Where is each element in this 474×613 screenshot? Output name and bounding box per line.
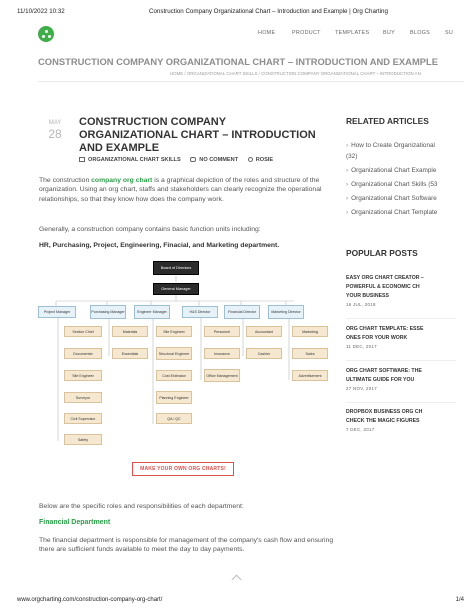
folder-icon bbox=[79, 157, 85, 162]
org-role: Materials bbox=[112, 326, 148, 337]
org-chart-diagram bbox=[36, 256, 336, 496]
org-role: Insurance bbox=[204, 348, 240, 359]
popular-post-date: 7 DEC, 2017 bbox=[346, 427, 375, 432]
org-role: Personnel bbox=[204, 326, 240, 337]
popular-post-date: 16 JUL, 2018 bbox=[346, 302, 376, 307]
related-link-label[interactable]: Organizational Chart Template bbox=[351, 209, 438, 216]
popular-posts-heading: POPULAR POSTS bbox=[346, 248, 418, 258]
post-meta bbox=[79, 157, 273, 163]
popular-post-title[interactable]: EASY ORG CHART CREATOR – bbox=[346, 275, 424, 281]
org-role: Planning Engineer bbox=[156, 391, 192, 404]
post-title: CONSTRUCTION COMPANY ORGANIZATIONAL CHART – INTRODUCTION AND EXAMPLE bbox=[79, 116, 316, 154]
org-manager-engineer: Engineer Manager bbox=[134, 305, 170, 319]
org-role: Advertisement bbox=[292, 370, 328, 381]
related-articles-heading: RELATED ARTICLES bbox=[346, 116, 429, 126]
related-link[interactable] bbox=[346, 167, 436, 174]
nav-home[interactable]: HOME bbox=[258, 30, 276, 36]
hero-title: CONSTRUCTION COMPANY ORGANIZATIONAL CHART – INTRODUCTION AND EXAMPLE bbox=[38, 56, 438, 67]
print-url: www.orgcharting.com/construction-company-org-chart/ bbox=[17, 597, 163, 603]
breadcrumb[interactable]: HOME / ORGANIZATIONAL CHART SKILLS / CONSTRUCTION COMPANY ORGANIZATIONAL CHART – INTRODUCTION AN bbox=[170, 71, 421, 76]
org-role: Cost Estimator bbox=[156, 370, 192, 381]
org-role: Surveyor bbox=[64, 392, 102, 403]
user-icon bbox=[248, 157, 253, 162]
nav-templates[interactable]: TEMPLATES bbox=[335, 30, 370, 36]
org-role: Marketing bbox=[292, 326, 328, 337]
org-role: Sales bbox=[292, 348, 328, 359]
popular-post[interactable] bbox=[346, 274, 466, 307]
related-link-label[interactable]: Organizational Chart Software bbox=[351, 195, 437, 202]
top-navigation bbox=[38, 26, 464, 44]
org-role: Cashier bbox=[246, 348, 282, 359]
print-page-number: 1/4 bbox=[455, 597, 464, 603]
org-role: QA / QC bbox=[156, 413, 192, 424]
units-paragraph: Generally, a construction company contains basic function units including: bbox=[39, 226, 261, 233]
print-header bbox=[17, 8, 464, 20]
chevron-right-icon: › bbox=[346, 181, 349, 188]
popular-post-title[interactable]: DROPBOX BUSINESS ORG CH bbox=[346, 409, 423, 415]
roles-paragraph: Below are the specific roles and responsibilities of each department: bbox=[39, 503, 244, 510]
print-date: 11/10/2022 10:32 bbox=[17, 8, 65, 15]
intro-text-end: is a graphical depiction of the roles and structure of the organization. Using an org chart, staffs and stakeholders can clearly recognize the operational relationships, so that they know how does the company work. bbox=[39, 177, 322, 203]
org-role: Essentials bbox=[112, 348, 148, 359]
divider bbox=[346, 360, 456, 361]
popular-post[interactable] bbox=[346, 325, 466, 349]
org-general-manager: General Manager bbox=[153, 283, 199, 295]
popular-post-title[interactable]: ORG CHART TEMPLATE: ESSE bbox=[346, 326, 424, 332]
comment-icon bbox=[190, 157, 196, 162]
org-role: Site Engineer bbox=[156, 326, 192, 337]
print-title: Construction Company Organizational Chart – Introduction and Example | Org Charting bbox=[149, 8, 388, 15]
org-board-of-directors: Board of Directors bbox=[153, 261, 199, 275]
divider bbox=[346, 402, 456, 403]
nav-support[interactable]: SU bbox=[445, 30, 454, 36]
related-link-label[interactable]: Organizational Chart Example bbox=[351, 167, 437, 174]
org-role: Documenter bbox=[64, 348, 102, 359]
org-director-marketing: Marketing Director bbox=[268, 305, 304, 319]
chevron-right-icon: › bbox=[346, 195, 349, 202]
popular-post-title[interactable]: ONES FOR YOUR WORK bbox=[346, 335, 408, 341]
popular-post[interactable] bbox=[346, 367, 466, 391]
org-manager-project: Project Manager bbox=[38, 306, 76, 318]
print-footer bbox=[17, 597, 464, 607]
org-director-financial: Financial Director bbox=[224, 305, 260, 319]
related-link[interactable] bbox=[346, 209, 437, 216]
popular-post-title[interactable]: YOUR BUSINESS bbox=[346, 293, 389, 299]
org-role: Accountant bbox=[246, 326, 282, 337]
make-org-chart-button[interactable]: MAKE YOUR OWN ORG CHARTS! bbox=[132, 462, 234, 476]
org-director-hs: H&S Director bbox=[182, 306, 218, 318]
org-role: Section Chief bbox=[64, 326, 102, 337]
related-link-label[interactable]: Organizational Chart Skills (53 bbox=[351, 181, 438, 188]
departments-paragraph: HR, Purchasing, Project, Engineering, Finacial, and Marketing department. bbox=[39, 242, 280, 249]
related-link[interactable] bbox=[346, 195, 437, 202]
divider bbox=[346, 318, 456, 319]
intro-paragraph bbox=[39, 176, 334, 204]
popular-post-title[interactable]: POWERFUL & ECONOMIC CH bbox=[346, 284, 420, 290]
org-chart-link[interactable]: company org chart bbox=[91, 177, 153, 184]
chevron-right-icon: › bbox=[346, 167, 349, 174]
org-manager-purchasing: Purchasing Manager bbox=[90, 305, 126, 319]
related-link[interactable] bbox=[346, 181, 437, 188]
related-link-label[interactable]: How to Create Organizational bbox=[351, 142, 435, 149]
popular-post-date: 11 DEC, 2017 bbox=[346, 344, 377, 349]
orgcharting-logo-icon[interactable] bbox=[38, 26, 54, 42]
chevron-right-icon: › bbox=[346, 209, 349, 216]
org-role: Office Management bbox=[204, 369, 240, 382]
post-author[interactable]: ROSIE bbox=[255, 157, 274, 163]
org-role: Structural Engineer bbox=[156, 347, 192, 360]
related-link[interactable] bbox=[346, 142, 435, 149]
post-category[interactable]: ORGANIZATIONAL CHART SKILLS bbox=[88, 157, 181, 163]
chevron-up-icon[interactable] bbox=[232, 575, 242, 585]
divider bbox=[38, 81, 464, 82]
post-date bbox=[45, 120, 65, 141]
chevron-right-icon: › bbox=[346, 142, 349, 149]
nav-blogs[interactable]: BLOGS bbox=[410, 30, 431, 36]
post-month: MAY bbox=[48, 120, 62, 126]
related-link-count: (32) bbox=[346, 153, 358, 160]
popular-post-title[interactable]: ORG CHART SOFTWARE: THE bbox=[346, 368, 422, 374]
org-role: Civil Supervisor bbox=[64, 413, 102, 424]
post-day: 28 bbox=[48, 127, 62, 141]
post-comments[interactable]: NO COMMENT bbox=[199, 157, 239, 163]
popular-post[interactable] bbox=[346, 408, 466, 432]
org-role: Site Engineer bbox=[64, 370, 102, 381]
popular-post-date: 27 NOV, 2017 bbox=[346, 386, 378, 391]
nav-buy[interactable]: BUY bbox=[383, 30, 395, 36]
popular-post-title[interactable]: ULTIMATE GUIDE FOR YOU bbox=[346, 377, 415, 383]
financial-department-heading: Financial Department bbox=[39, 519, 111, 526]
intro-text-start: The construction bbox=[39, 177, 92, 184]
org-role: Safety bbox=[64, 434, 102, 445]
financial-paragraph: The financial department is responsible for management of the company's cash flow and ensuring there are sufficient funds available to meet the day to day payments. bbox=[39, 537, 334, 554]
nav-product[interactable]: PRODUCT bbox=[292, 30, 321, 36]
popular-post-title[interactable]: CHECK THE MAGIC FIGURES bbox=[346, 418, 420, 424]
